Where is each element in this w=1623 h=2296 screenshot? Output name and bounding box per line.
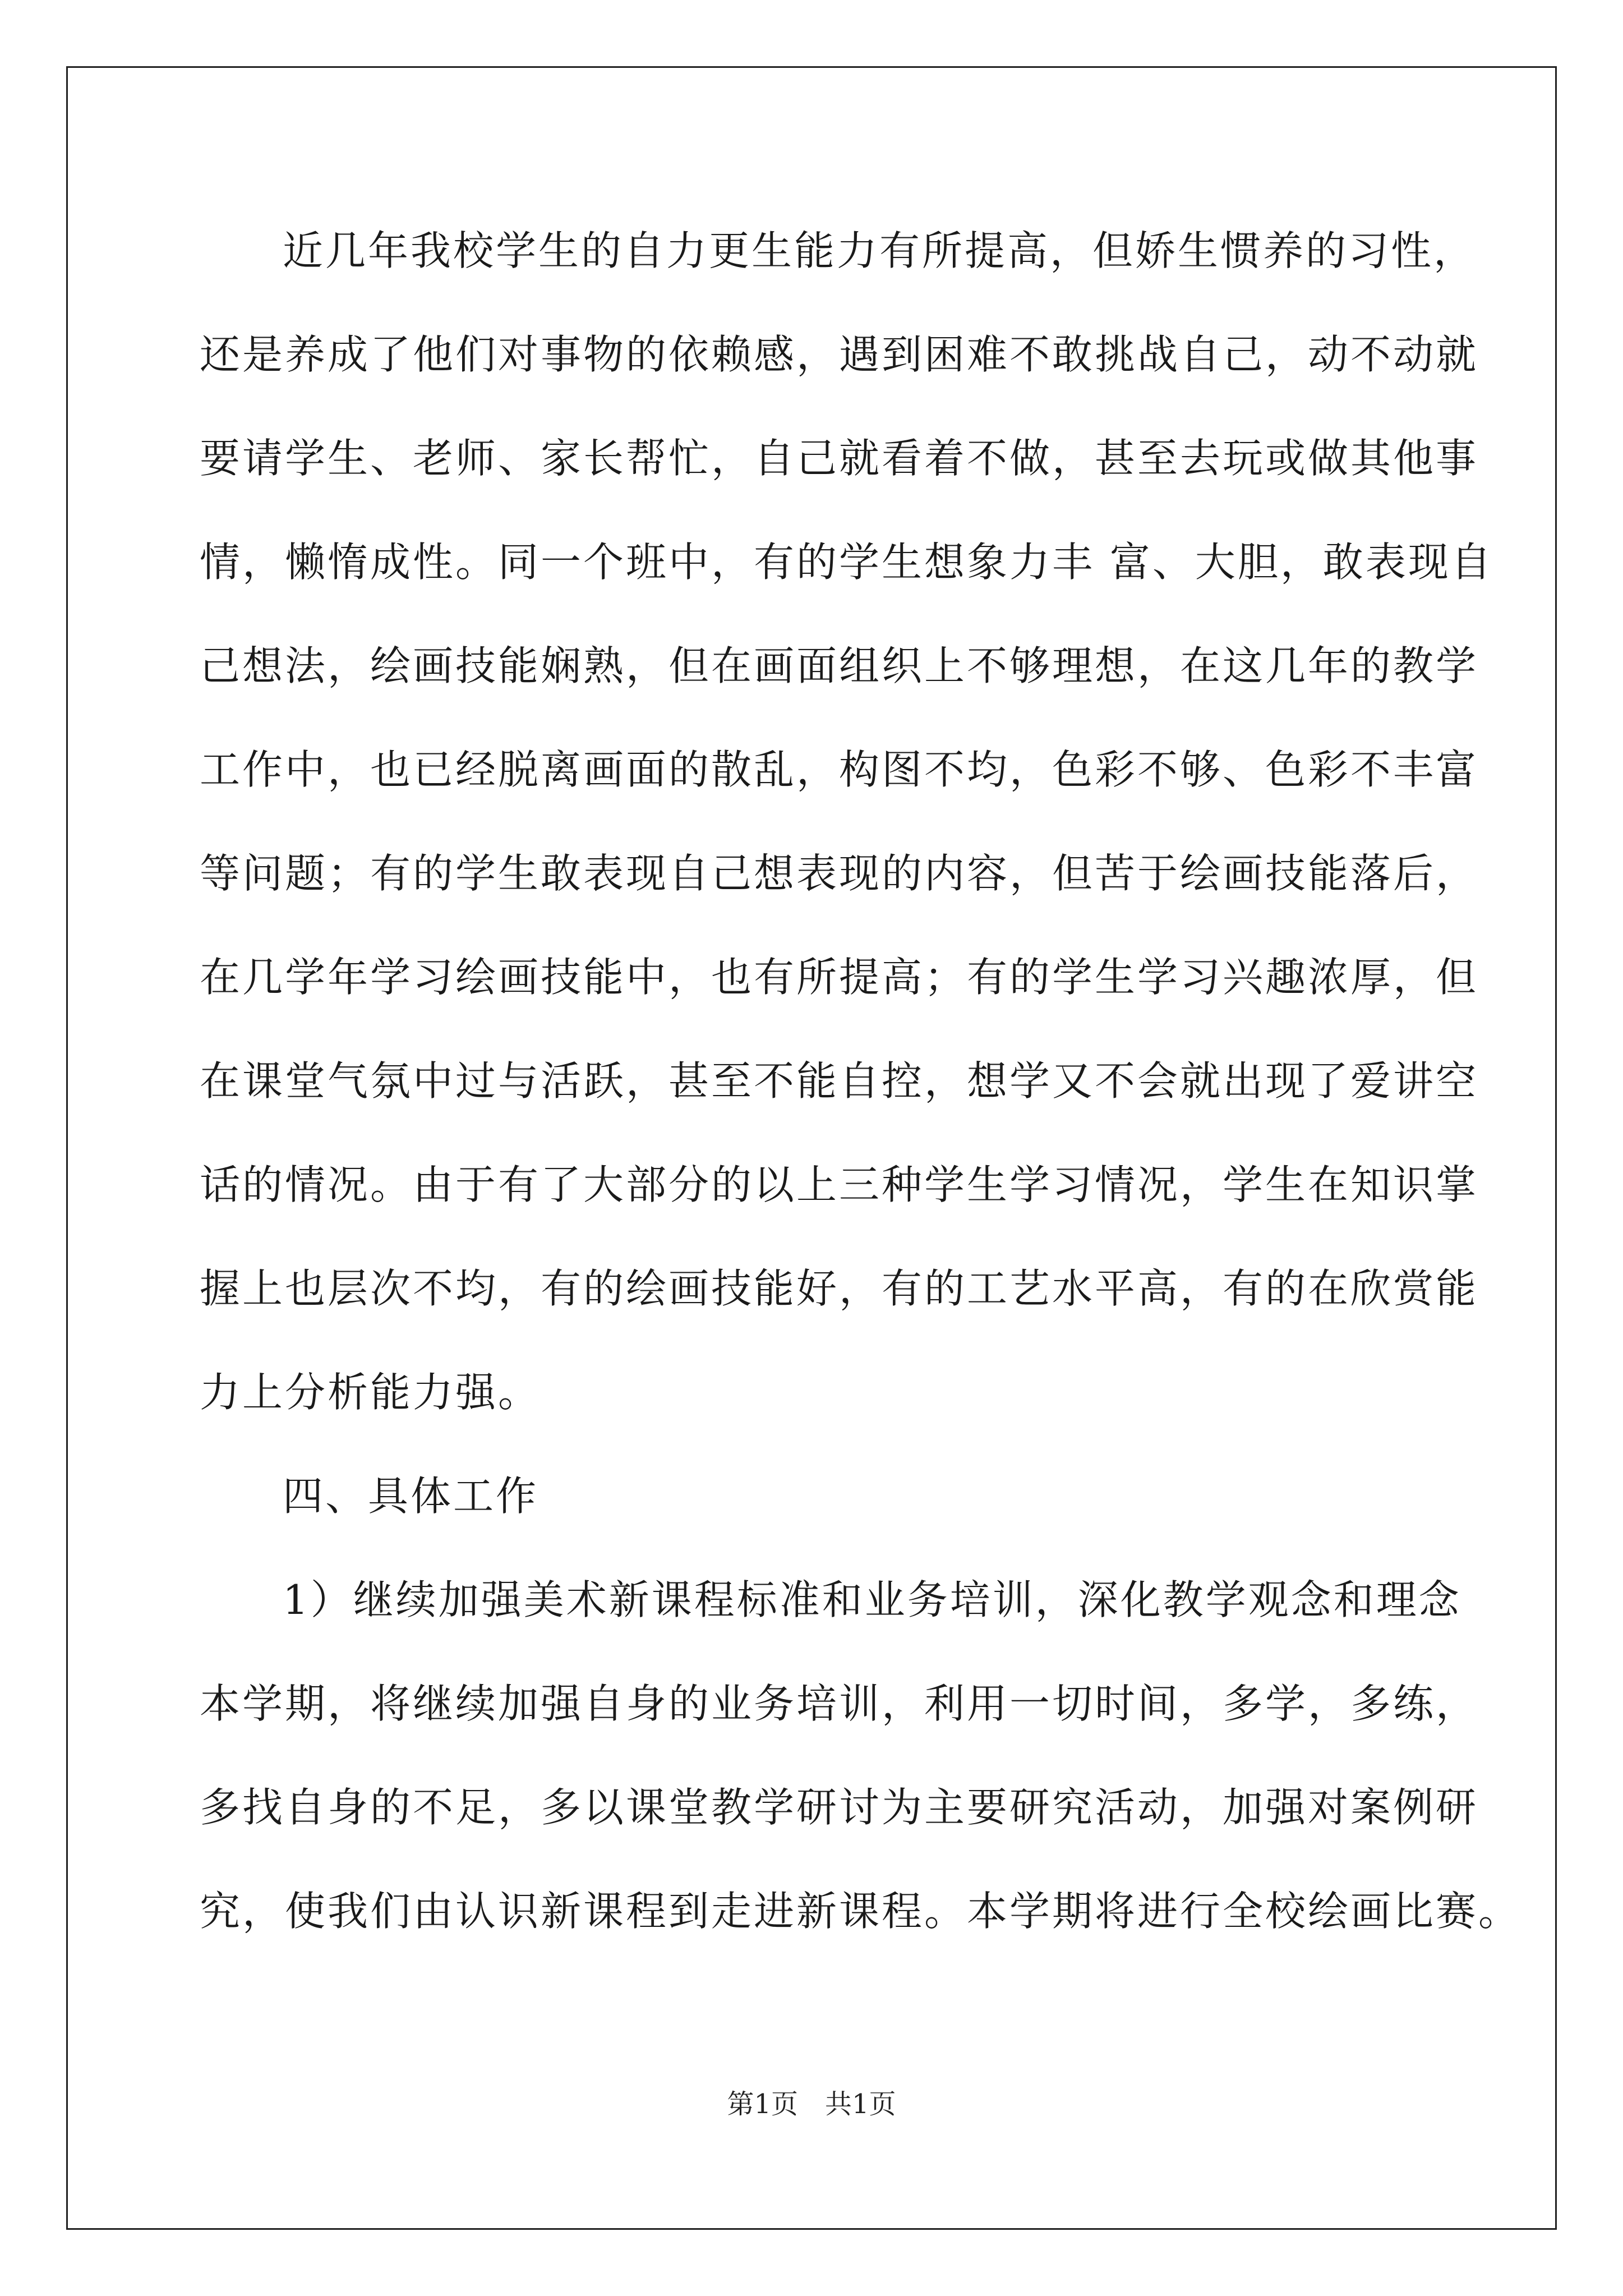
document-body: [200, 220, 1521, 1984]
section-heading: 四、具体工作: [283, 1473, 539, 1520]
paragraph-line: 本学期，将继续加强自身的业务培训，利用一切时间，多学，多练，: [200, 1680, 1479, 1727]
paragraph-line: 情，懒惰成性。同一个班中，有的学生想象力丰 富、大胆，敢表现自: [200, 539, 1493, 586]
paragraph-line: 工作中，也已经脱离画面的散乱，构图不均，色彩不够、色彩不丰富: [200, 746, 1479, 793]
paragraph-line: 在几学年学习绘画技能中，也有所提高；有的学生学习兴趣浓厚，但: [200, 954, 1479, 1001]
paragraph-line: 究，使我们由认识新课程到走进新课程。本学期将进行全校绘画比赛。: [200, 1888, 1521, 1935]
paragraph-line: 在课堂气氛中过与活跃，甚至不能自控，想学又不会就出现了爱讲空: [200, 1057, 1479, 1105]
paragraph-line: 近几年我校学生的自力更生能力有所提高，但娇生惯养的习性，: [283, 227, 1477, 274]
paragraph-line: 还是养成了他们对事物的依赖感，遇到困难不敢挑战自己，动不动就: [200, 331, 1479, 378]
paragraph-line: 握上也层次不均，有的绘画技能好，有的工艺水平高，有的在欣赏能: [200, 1265, 1479, 1312]
paragraph-line: 话的情况。由于有了大部分的以上三种学生学习情况，学生在知识掌: [200, 1161, 1479, 1208]
paragraph-line: 多找自身的不足，多以课堂教学研讨为主要研究活动，加强对案例研: [200, 1784, 1479, 1831]
paragraph-line: 等问题；有的学生敢表现自己想表现的内容，但苦于绘画技能落后，: [200, 850, 1479, 897]
paragraph-line: 己想法，绘画技能娴熟，但在画面组织上不够理想，在这几年的教学: [200, 642, 1479, 689]
page-number: 第1页 共1页: [727, 2088, 896, 2120]
subheading: 1）继续加强美术新课程标准和业务培训，深化教学观念和理念: [283, 1576, 1461, 1623]
paragraph-line: 要请学生、老师、家长帮忙，自己就看着不做，甚至去玩或做其他事: [200, 435, 1479, 482]
paragraph-line: 力上分析能力强。: [200, 1369, 541, 1416]
